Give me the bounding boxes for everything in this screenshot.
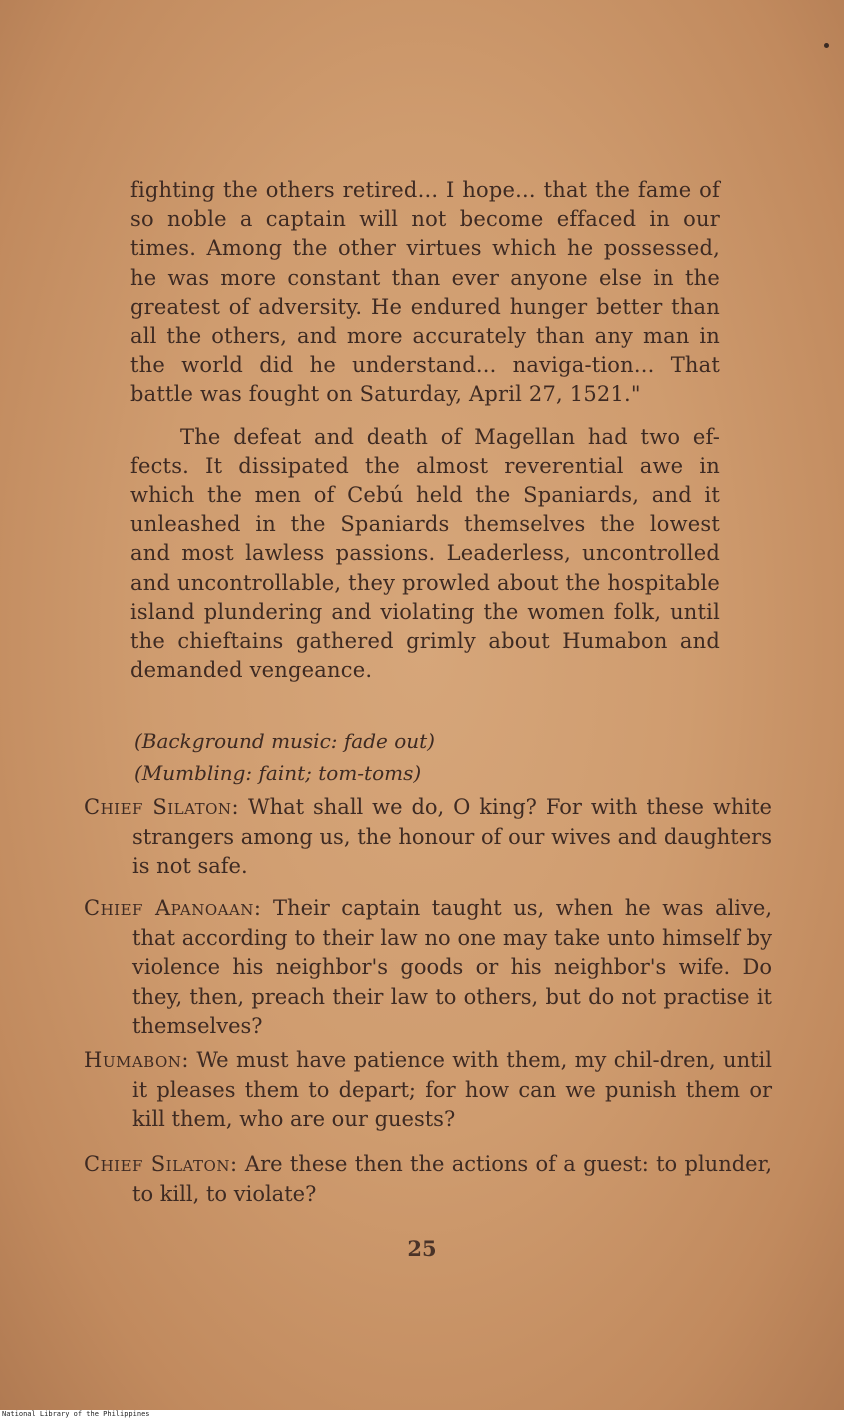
stage-direction-music: (Background music: fade out): [134, 729, 435, 753]
dialogue-line: [84, 894, 772, 1042]
stage-direction-mumbling: (Mumbling: faint; tom-toms): [134, 761, 422, 785]
speaker-name: Chief Apanoaan:: [84, 896, 262, 920]
ink-speck: [824, 43, 829, 48]
paragraph-quote-end: fighting the others retired... I hope... that the fame of so noble a captain will not become effaced in our times. Among the other virtues which he possessed, he was more constant than ever anyone else in the greatest of adversity. He endured hunger better than all the others, and more accurately than any man in the world did he understand... naviga-tion... That battle was fought on Saturday, April 27, 1521.": [130, 178, 720, 407]
dialogue-line: [84, 1150, 772, 1209]
dialogue-text: We must have patience with them, my chil-dren, until it pleases them to depart; for how can we punish them or kill them, who are our guests?: [132, 1048, 772, 1131]
page-number: 25: [407, 1236, 437, 1261]
speaker-name: Chief Silaton:: [84, 1152, 238, 1176]
dialogue-text: Their captain taught us, when he was alive, that according to their law no one may take unto himself by violence his neighbor's goods or his neighbor's wife. Do they, then, preach their law to others, but do not practise it themselves?: [132, 896, 772, 1038]
speaker-name: Chief Silaton:: [84, 795, 240, 819]
dialogue-text: Are these then the actions of a guest: to plunder, to kill, to violate?: [132, 1152, 772, 1206]
dialogue-line: [84, 793, 772, 882]
dialogue-line: [84, 1046, 772, 1135]
dialogue-text: What shall we do, O king? For with these white strangers among us, the honour of our wives and daughters is not safe.: [132, 795, 772, 878]
speaker-name: Humabon:: [84, 1048, 189, 1072]
paragraph-magellan-defeat: The defeat and death of Magellan had two ef-fects. It dissipated the almost reverential awe in which the men of Cebú held the Spaniards, and it unleashed in the Spaniards themselves the lowest and most lawless passions. Leaderless, uncontrolled and uncontrollable, they prowled about the hospitable island plundering and violating the women folk, until the chieftains gathered grimly about Humabon and demanded vengeance.: [130, 424, 721, 683]
narrative-text: [130, 176, 720, 685]
scan-source-note: National Library of the Philippines: [2, 1410, 150, 1418]
